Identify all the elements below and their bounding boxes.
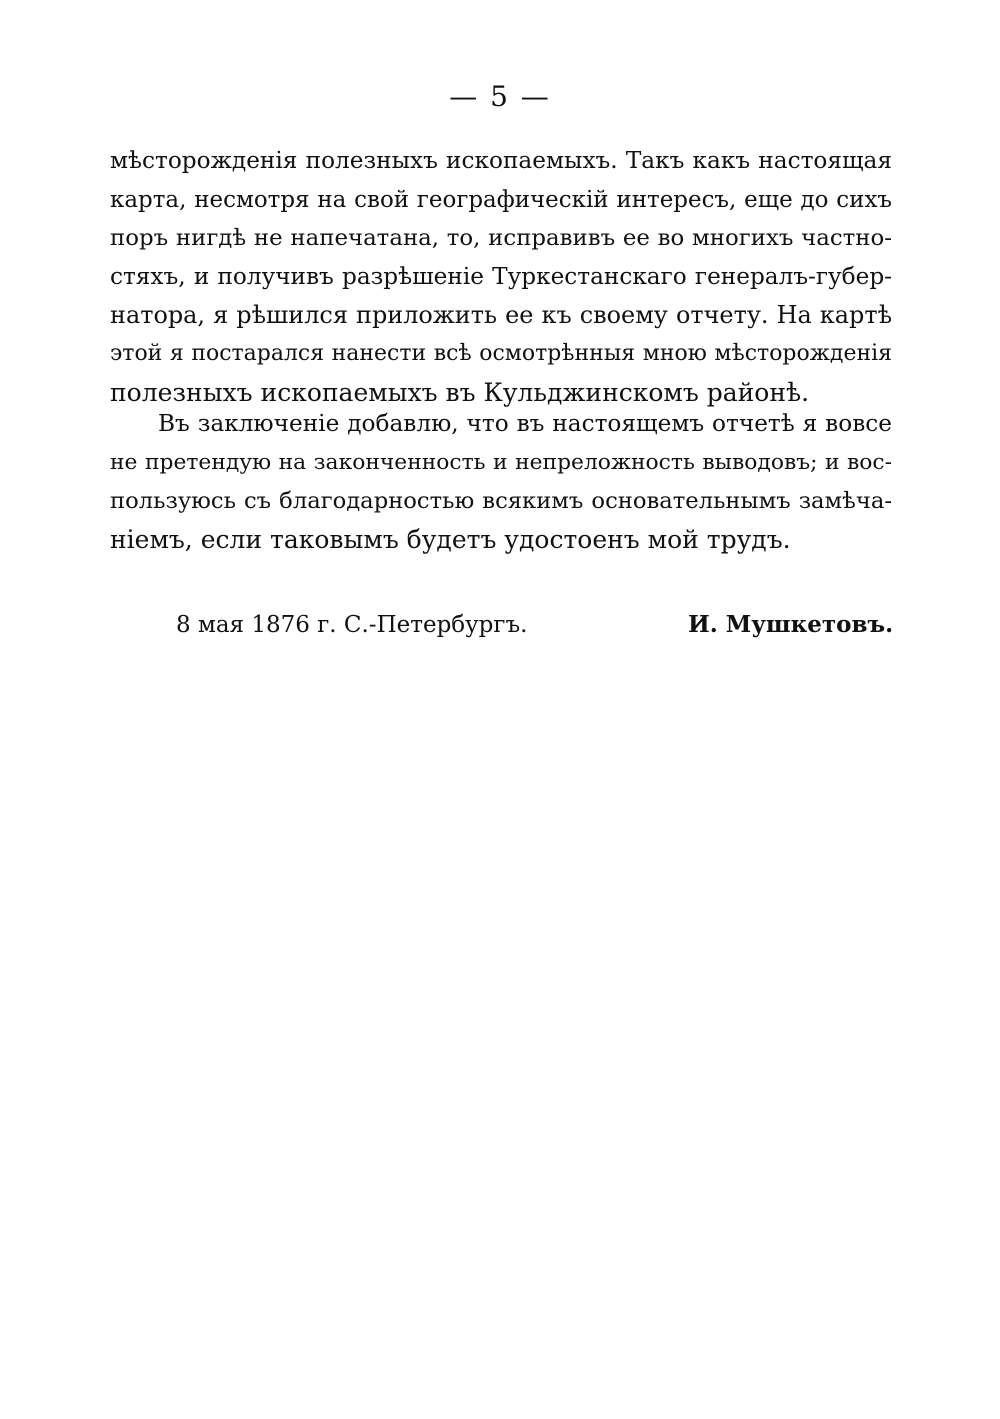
text-line: стяхъ, и получивъ разрѣшеніе Туркестанскаго генералъ-губер- <box>110 262 892 290</box>
paragraph-2 <box>110 405 892 559</box>
date-place: 8 мая 1876 г. С.-Петербургъ. <box>176 612 528 638</box>
closing-footer <box>0 608 1000 642</box>
text-line: карта, несмотря на свой географическій интересъ, еще до сихъ <box>110 186 892 213</box>
text-line: этой я постарался нанести всѣ осмотрѣнныя мною мѣсторожденія <box>110 340 892 366</box>
author-signature: И. Мушкетовъ. <box>688 611 894 638</box>
page-number: — 5 — <box>449 80 551 113</box>
text-line: Въ заключеніе добавлю, что въ настоящемъ отчетѣ я вовсе <box>158 410 892 437</box>
text-line: полезныхъ ископаемыхъ въ Кульджинскомъ районѣ. <box>110 377 810 407</box>
paragraph-1 <box>110 142 892 412</box>
text-line: ніемъ, если таковымъ будетъ удостоенъ мой трудъ. <box>110 524 791 554</box>
text-line: натора, я рѣшился приложить ее къ своему отчету. На картѣ <box>110 301 892 330</box>
text-line: не претендую на законченность и непреложность выводовъ; и вос- <box>110 449 892 475</box>
text-line: поръ нигдѣ не напечатана, то, исправивъ ее во многихъ частно- <box>110 225 892 252</box>
text-line: мѣсторожденія полезныхъ ископаемыхъ. Такъ какъ настоящая <box>110 147 892 174</box>
text-line: пользуюсь съ благодарностью всякимъ основательнымъ замѣча- <box>110 488 892 515</box>
